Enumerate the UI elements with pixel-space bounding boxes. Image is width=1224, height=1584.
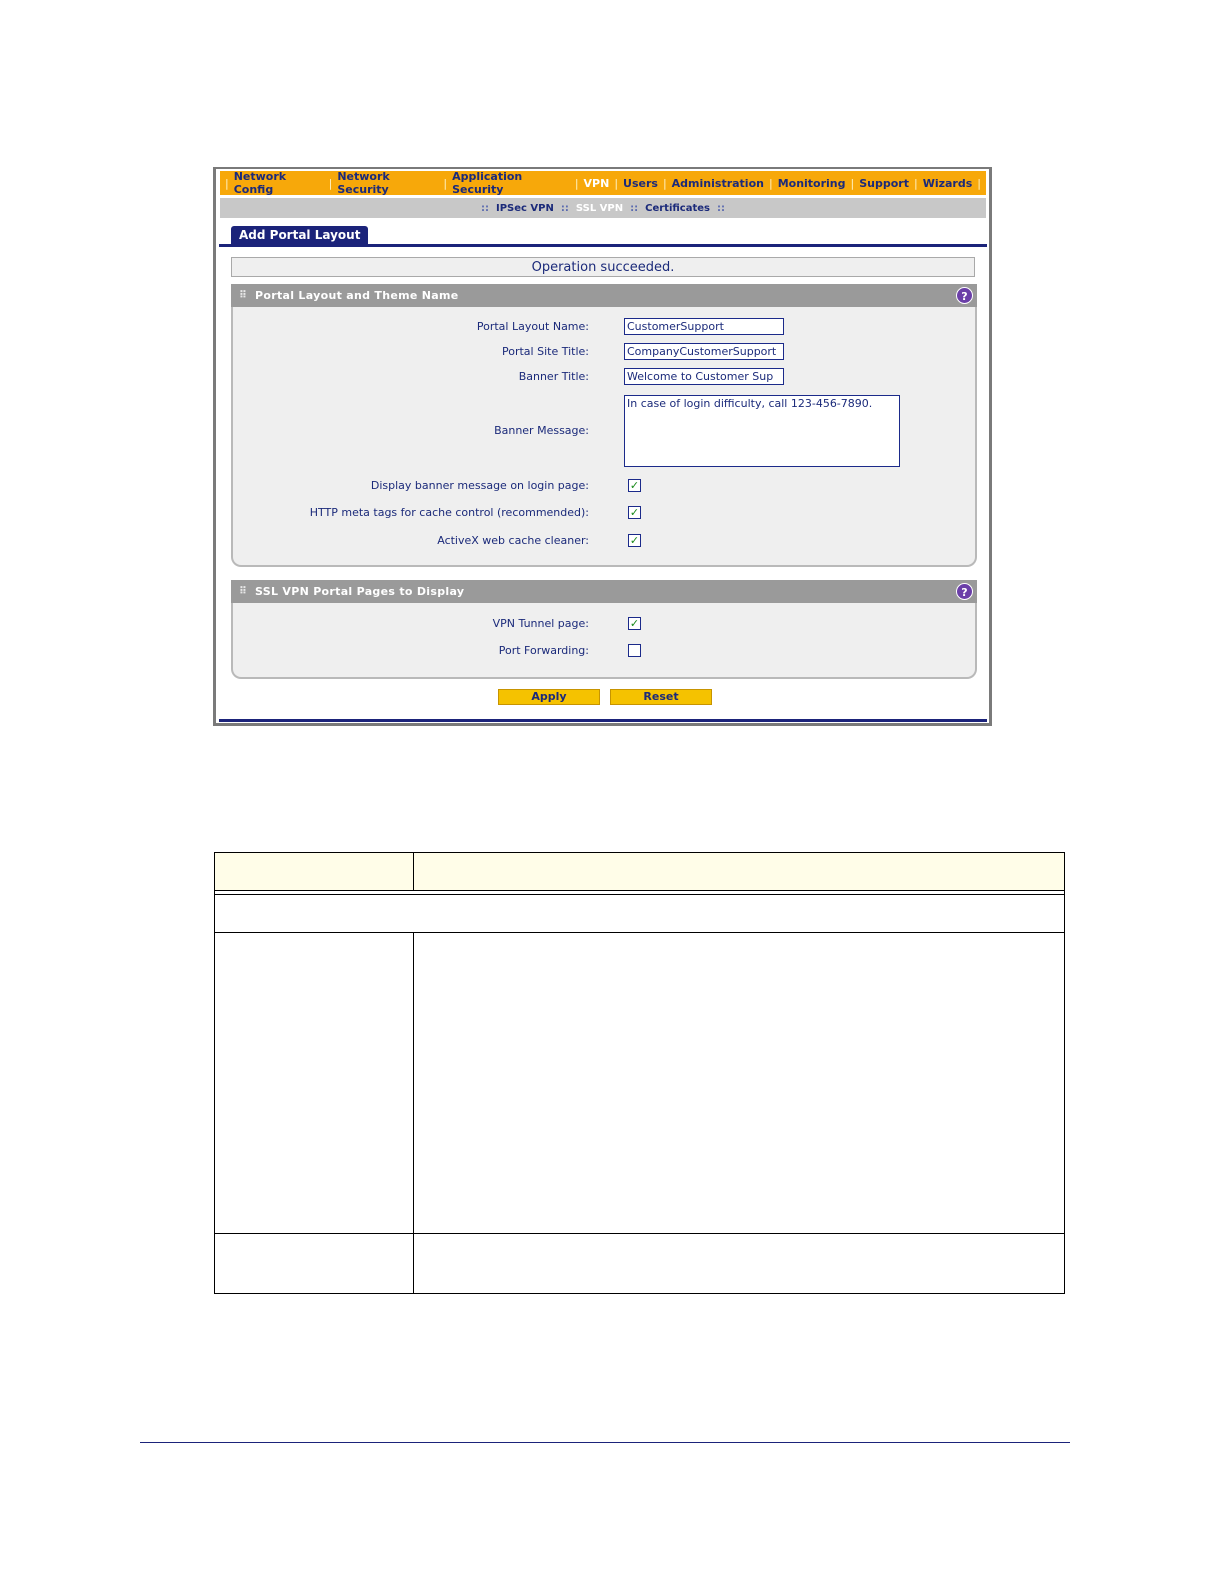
menu-separator: | [443,176,448,190]
menu-item-administration[interactable]: Administration [671,176,764,190]
submenu-item-certificates[interactable]: Certificates [645,202,710,214]
banner-message-textarea[interactable]: In case of login difficulty, call 123-456-7890. [624,395,900,467]
menu-item-support[interactable]: Support [859,176,909,190]
menu-item-wizards[interactable]: Wizards [922,176,973,190]
apply-button[interactable]: Apply [498,689,600,705]
vpn-tunnel-page-checkbox[interactable]: ✓ [629,617,640,630]
banner-title-label: Banner Title: [518,370,589,383]
menu-separator: | [614,176,619,190]
portal-site-title-input[interactable]: CompanyCustomerSupport [624,343,784,360]
table-header-row [215,853,1064,891]
table-section-row [215,896,1064,933]
display-banner-checkbox[interactable]: ✓ [629,479,640,492]
menu-item-users[interactable]: Users [623,176,658,190]
main-menu [220,171,986,195]
menu-separator: | [977,176,981,190]
drag-grip-icon: ⠿ [239,586,247,597]
drag-grip-icon: ⠿ [239,290,247,301]
portal-layout-name-input[interactable]: CustomerSupport [624,318,784,335]
section-title: Portal Layout and Theme Name [255,289,459,302]
port-forwarding-checkbox[interactable] [628,644,641,657]
portal-layout-screenshot [213,167,992,726]
section-title: SSL VPN Portal Pages to Display [255,585,465,598]
menu-separator: | [913,176,918,190]
column-divider [413,853,414,891]
menu-separator: :: [560,202,569,214]
banner-message-label: Banner Message: [494,424,589,437]
footer-rule [140,1442,1070,1443]
menu-separator: :: [717,202,725,214]
activex-cleaner-label: ActiveX web cache cleaner: [437,534,589,547]
settings-table [214,852,1065,1294]
menu-item-vpn[interactable]: VPN [583,176,610,190]
portal-site-title-label: Portal Site Title: [502,345,589,358]
menu-item-network-config[interactable]: Network Config [233,170,287,196]
http-meta-tags-label: HTTP meta tags for cache control (recommended): [309,506,589,519]
menu-separator: :: [630,202,639,214]
tab-add-portal-layout[interactable]: Add Portal Layout [231,226,368,244]
banner-title-input[interactable]: Welcome to Customer Sup [624,368,784,385]
menu-separator: | [768,176,773,190]
activex-cleaner-checkbox[interactable]: ✓ [629,534,640,547]
section-panel-portal-pages [231,603,977,679]
menu-separator: | [850,176,855,190]
menu-separator: | [662,176,667,190]
section-header-portal-pages [231,580,977,603]
menu-item-application-security[interactable]: Application Security [452,170,523,196]
port-forwarding-label: Port Forwarding: [498,644,589,657]
menu-separator: :: [480,202,489,214]
table-row [215,1234,1064,1293]
section-header-layout [231,284,977,307]
display-banner-label: Display banner message on login page: [370,479,589,492]
menu-item-network-security[interactable]: Network Security [337,170,390,196]
submenu-item-ssl-vpn[interactable]: SSL VPN [575,202,624,214]
submenu-item-ipsec-vpn[interactable]: IPSec VPN [495,202,554,214]
vpn-tunnel-page-label: VPN Tunnel page: [492,617,589,630]
menu-item-monitoring[interactable]: Monitoring [777,176,846,190]
menu-separator: | [328,176,333,190]
table-row [215,933,1064,1234]
content-area [219,244,987,722]
status-message: Operation succeeded. [231,257,975,277]
reset-button[interactable]: Reset [610,689,712,705]
menu-separator: | [574,176,579,190]
sub-menu [220,198,986,218]
menu-separator: | [225,176,229,190]
http-meta-tags-checkbox[interactable]: ✓ [629,506,640,519]
section-panel-layout [231,307,977,567]
portal-layout-name-label: Portal Layout Name: [476,320,589,333]
help-icon[interactable]: ? [956,583,973,600]
help-icon[interactable]: ? [956,287,973,304]
table-header-rule [215,891,1064,895]
